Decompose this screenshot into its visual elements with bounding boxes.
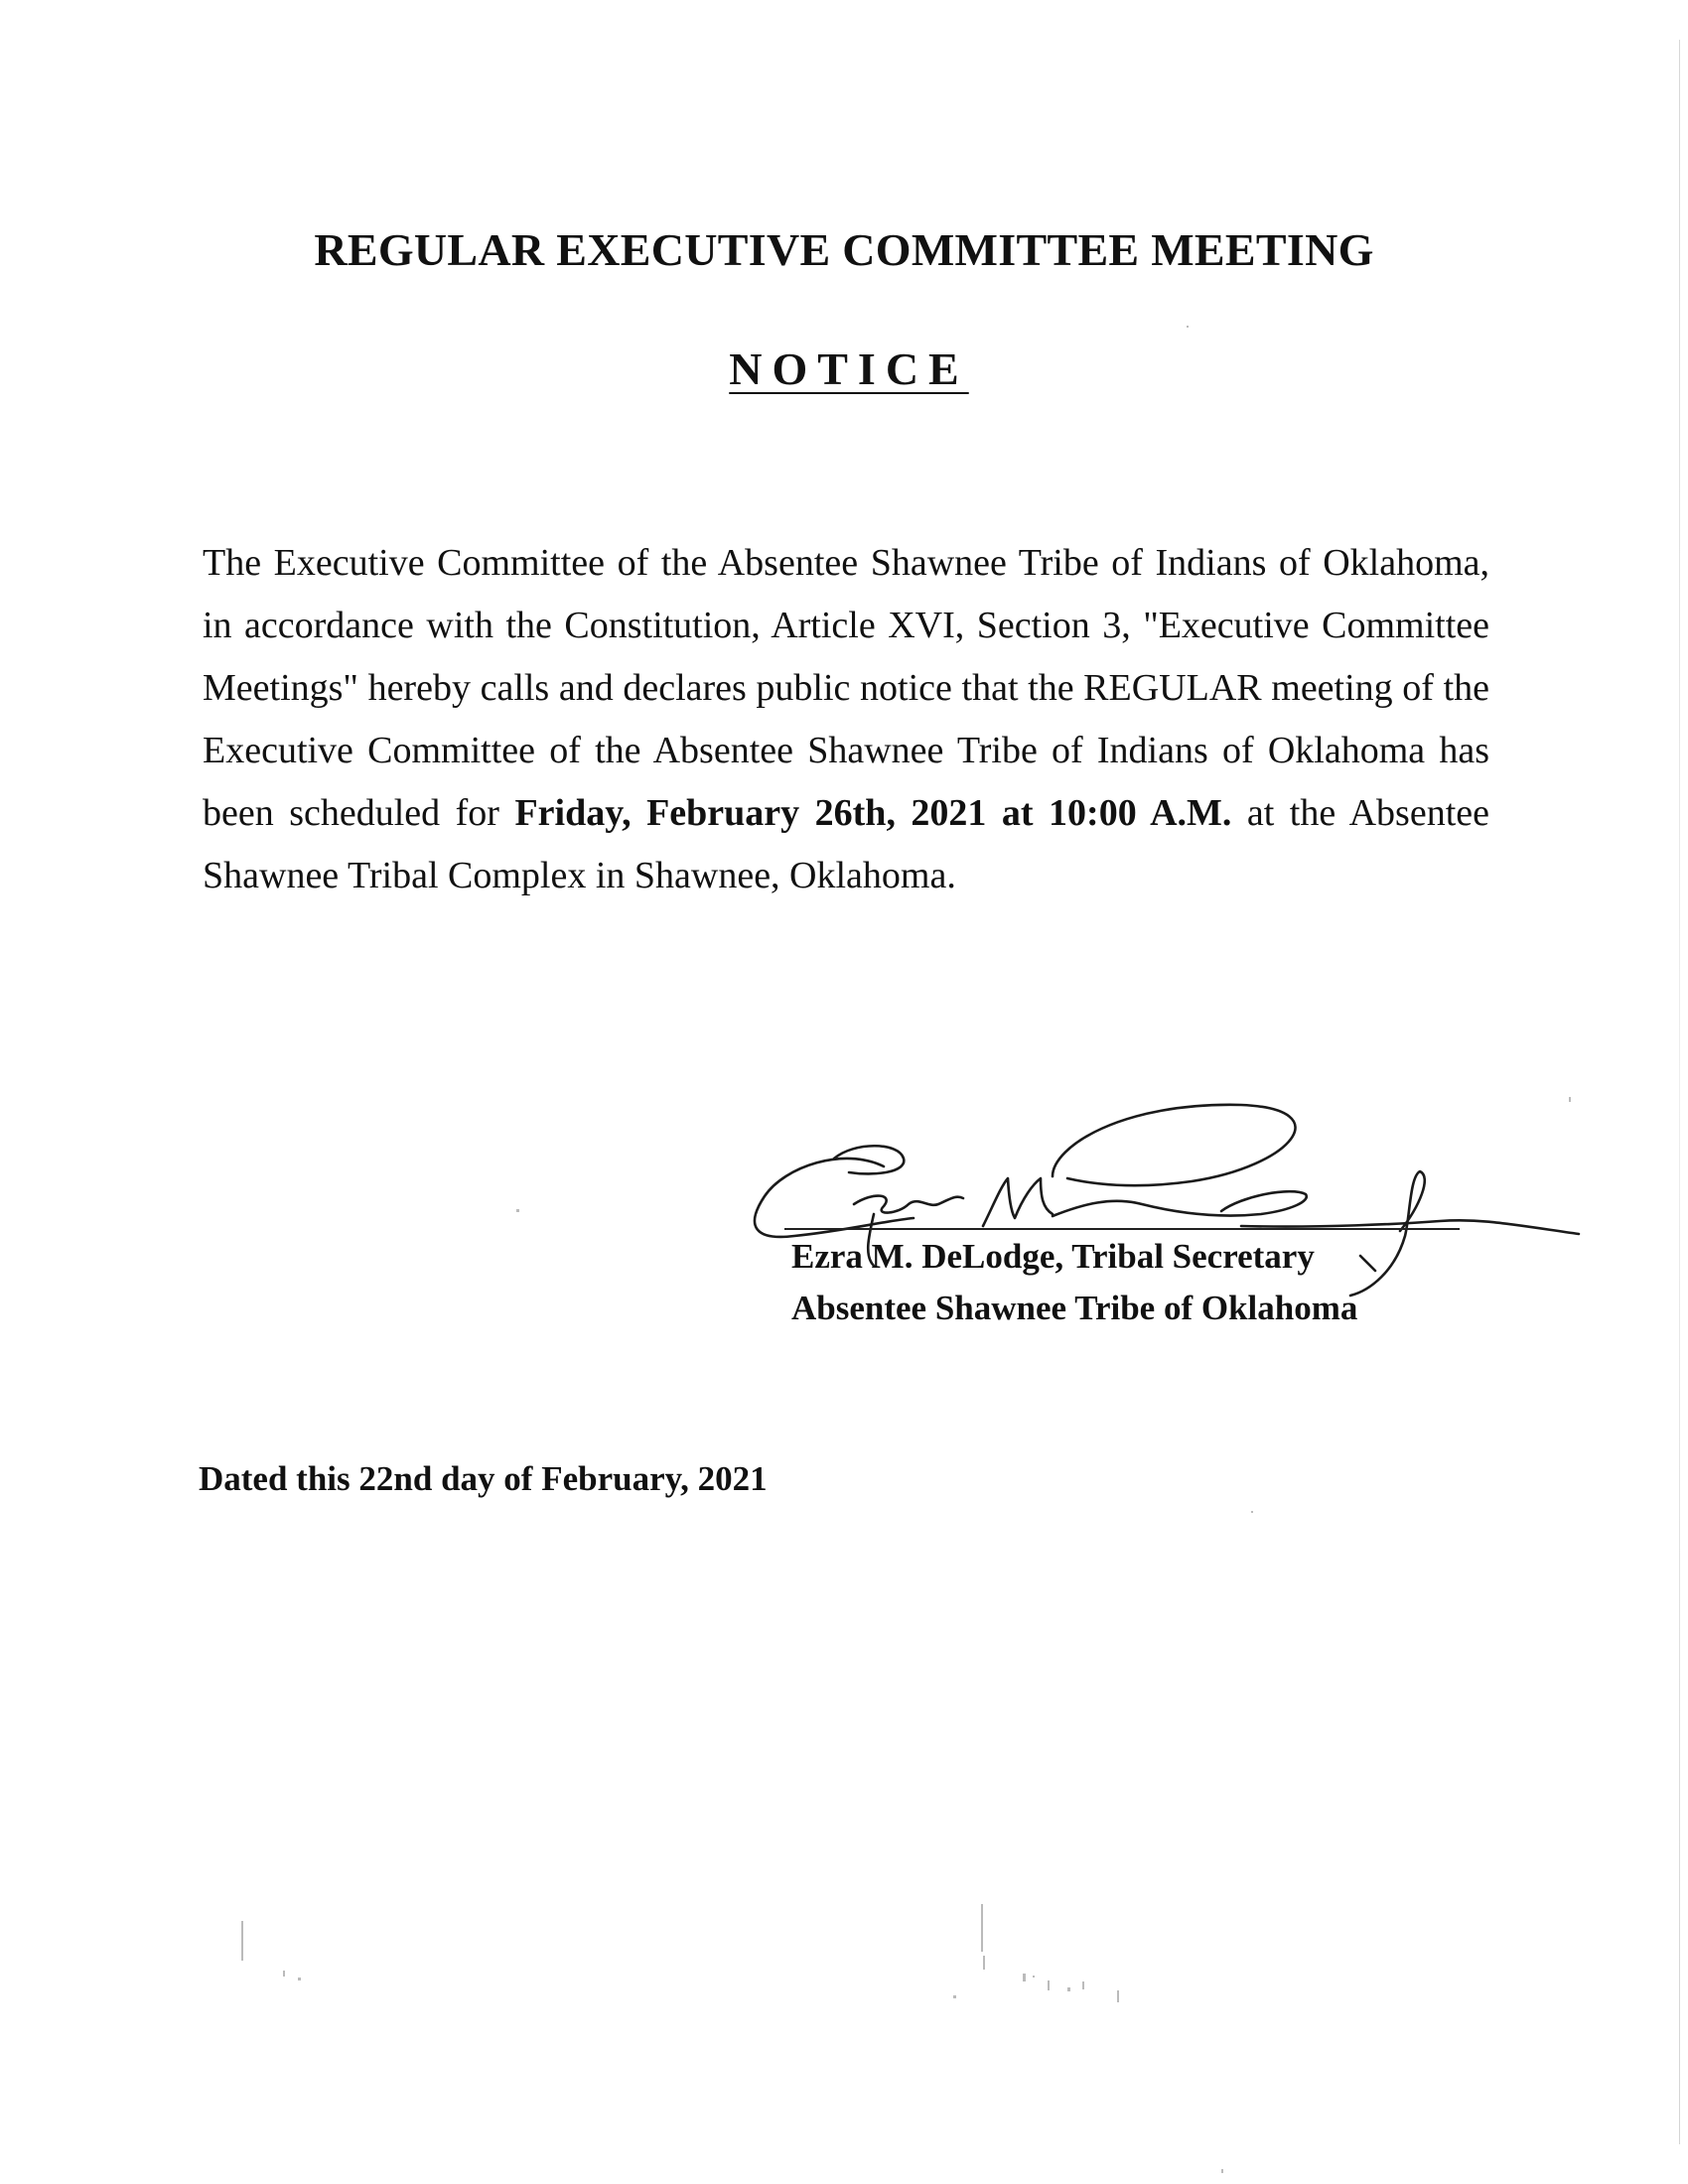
notice-body-intro: The Executive Committee of the Absentee Shawnee Tribe of Indians of Oklahoma, in accordance with the Constitution, Article XVI, Section 3, "Executive Committee Meetings" hereby calls and declares public notice that the REGULAR meeting of the Executive Committee of the Absentee Shawnee Tribe of Indians of Oklahoma has been scheduled for xyxy=(203,542,1489,834)
notice-heading-text: NOTICE xyxy=(729,343,969,394)
notice-heading xyxy=(0,342,1688,395)
meeting-title: REGULAR EXECUTIVE COMMITTEE MEETING xyxy=(314,224,1374,275)
notice-body-location: at the Absentee Shawnee Tribal Complex in Shawnee, Oklahoma. xyxy=(203,792,1489,896)
signature-line xyxy=(784,1228,1460,1230)
signer-organization: Absentee Shawnee Tribe of Oklahoma xyxy=(791,1289,1358,1327)
signer-block xyxy=(791,1231,1357,1334)
signer-name-title: Ezra M. DeLodge, Tribal Secretary xyxy=(791,1237,1315,1276)
notice-body xyxy=(203,532,1489,907)
dated-line: Dated this 22nd day of February, 2021 xyxy=(199,1459,768,1498)
meeting-date-time: Friday, February 26th, 2021 at 10:00 A.M. xyxy=(514,792,1232,834)
